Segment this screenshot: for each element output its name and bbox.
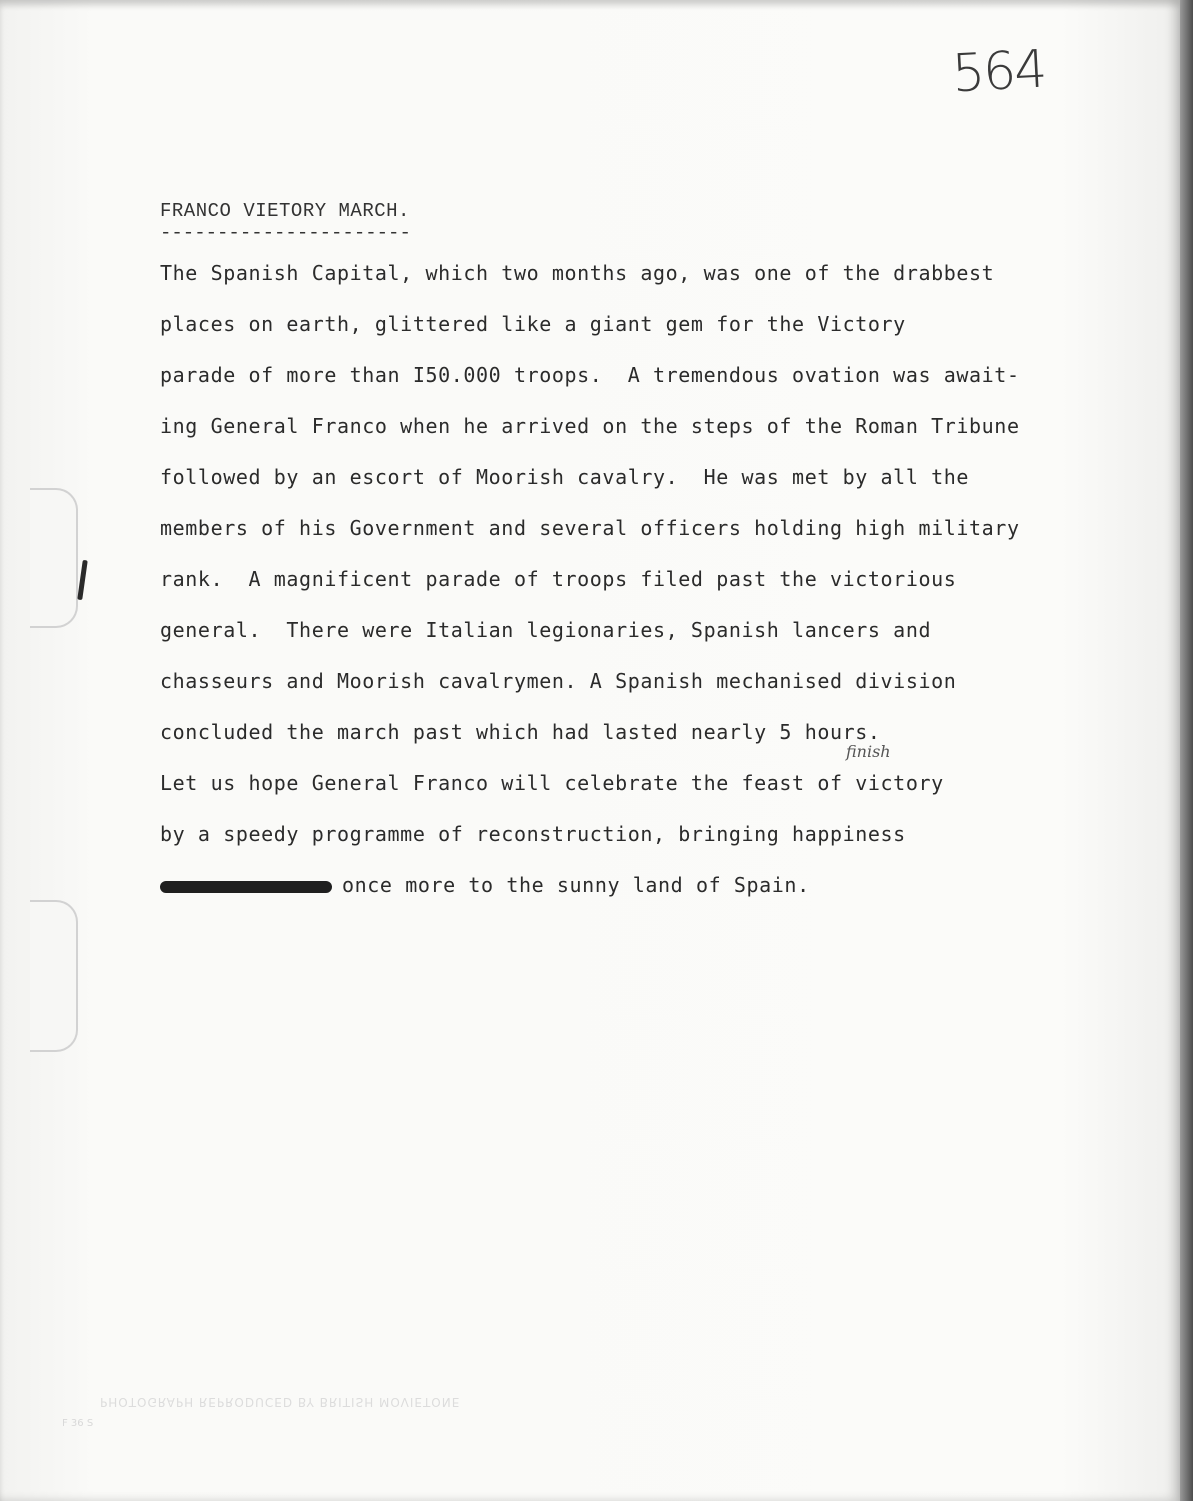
body-line: The Spanish Capital, which two months ago, was one of the drabbest [160,261,995,285]
margin-pencil-mark [77,560,88,600]
document-title: FRANCO VIETORY MARCH. [160,200,410,222]
body-line: followed by an escort of Moorish cavalry. He was met by all the [160,465,970,489]
body-line: Let us hope General Franco will celebrate the feast of victory [160,771,944,795]
handwritten-correction: finish [846,742,891,761]
punch-hole-bottom [30,900,78,1052]
body-line: parade of more than I50.000 troops. A tremendous ovation was await- [160,363,1020,387]
title-underline: ---------------------- [160,222,411,244]
struck-out-text [160,881,332,893]
body-line: members of his Government and several officers holding high military [160,516,1020,540]
body-line: general. There were Italian legionaries, Spanish lancers and [160,618,932,642]
body-line: places on earth, glittered like a giant gem for the Victory [160,312,906,336]
punch-hole-top [30,488,78,628]
page-edge-shadow [1180,0,1193,1501]
footer-code: F 36 S [62,1418,94,1429]
body-line: ing General Franco when he arrived on the steps of the Roman Tribune [160,414,1020,438]
body-line: chasseurs and Moorish cavalrymen. A Spanish mechanised division [160,669,957,693]
footer-stamp: PHOTOGRAPH REPRODUCED BY BRITISH MOVIETONE [100,1395,461,1409]
body-line: concluded the march past which had lasted nearly 5 hours. [160,720,881,744]
body-line: rank. A magnificent parade of troops filed past the victorious [160,567,957,591]
typewritten-text [160,200,1175,911]
body-line: by a speedy programme of reconstruction, bringing happiness [160,822,906,846]
handwritten-page-number: 564 [950,39,1047,105]
body-line-text: once more to the sunny land of Spain. [342,873,810,897]
body-line-last [160,860,1175,911]
body-lines [160,248,1175,911]
